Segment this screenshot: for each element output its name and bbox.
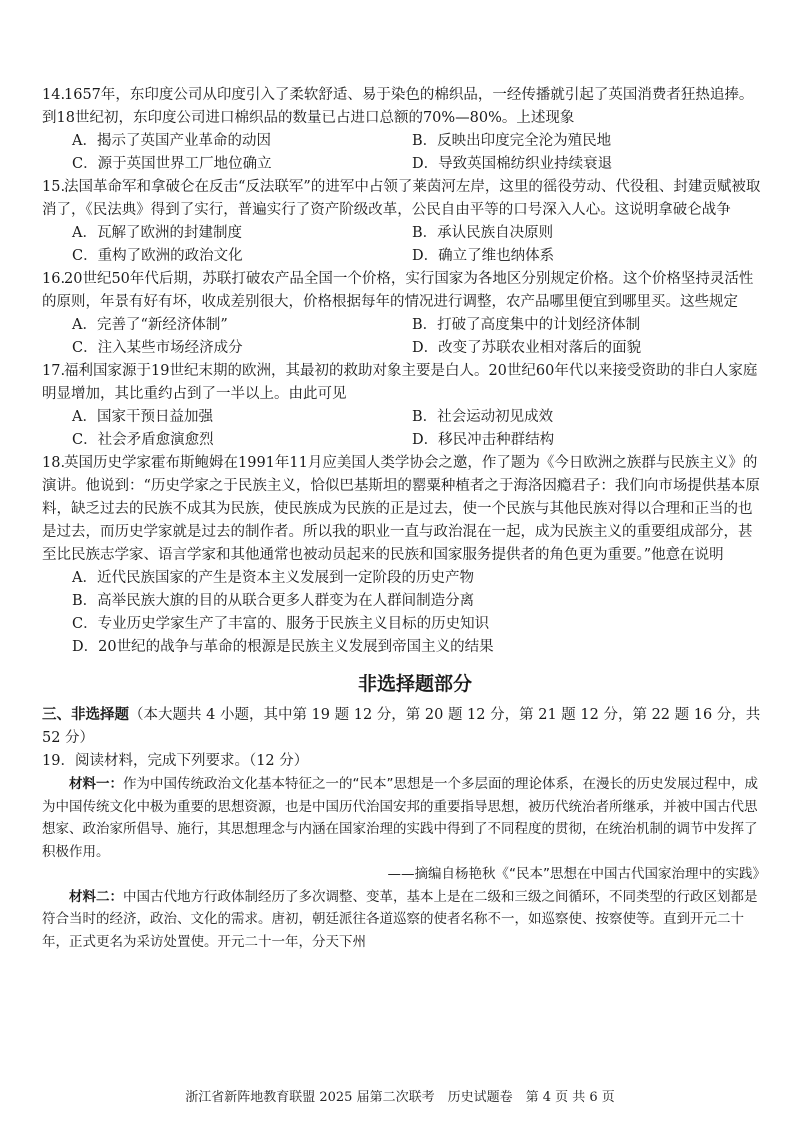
question-14 [42,84,766,176]
material-1-text: 作为中国传统政治文化基本特征之一的“民本”思想是一个多层面的理论体系，在漫长的历史发展过程中，成为中国传统文化中极为重要的思想资源，也是中国历代治国安邦的重要指导思想，被历代统治者所继承，并被中国古代思想家、政治家所倡导、施行，其思想理念与内涵在国家治理的实践中得到了不同程度的贯彻，在统治机制的调节中发挥了积极作用。 [42,776,758,860]
question-19-prompt: 19．阅读材料，完成下列要求。（12 分） [42,753,309,769]
option-d: D．确立了维也纳体系 [412,248,555,264]
option-b: B．反映出印度完全沦为殖民地 [412,133,612,149]
question-number: 15. [42,179,66,195]
question-number: 16. [42,271,66,287]
option-d: D．移民冲击种群结构 [412,432,555,448]
question-stem: 18.英国历史学家霍布斯鲍姆在1991年11月应美国人类学协会之邀，作了题为《今日欧洲之族群与民族主义》的演讲。他说到：“历史学家之于民族主义，恰似巴基斯坦的罂粟种植者之于海洛因瘾君子：我们向市场提供基本原料，缺乏过去的民族不成其为民族，使民族成为民族的正是过去，使一个民族与其他民族对得以合理和正当的也是过去，而历史学家就是过去的制作者。所以我的职业一直与政治混在一起，成为民族主义的重要组成部分，甚至比民族志学家、语言学家和其他通常也被动员起来的民族和国家服务提供者的角色更为重要。”他意在说明 [42,452,766,567]
option-b: B．打破了高度集中的计划经济体制 [412,317,641,333]
options [64,130,766,176]
section-title: 非选择题部分 [357,673,472,695]
option-d: D．改变了苏联农业相对落后的面貌 [412,340,642,356]
question-stem: 17.福利国家源于19世纪末期的欧洲，其最初的救助对象主要是白人。20世纪60年代以来接受资助的非白人家庭明显增加，其比重约占到了一半以上。由此可见 [42,360,766,406]
option-c: C．源于英国世界工厂地位确立 [72,156,272,172]
material-1-source: ——摘编自杨艳秋《“民本”思想在中国古代国家治理中的实践》 [387,866,766,882]
material-1-label: 材料一： [69,776,123,792]
option-b: B．承认民族自决原则 [412,225,554,241]
part-header [42,704,766,750]
material-1 [42,773,766,863]
option-c: C．注入某些市场经济成分 [72,340,243,356]
options [64,567,766,659]
option-d: D．20世纪的战争与革命的根源是民族主义发展到帝国主义的结果 [72,639,494,655]
part-description: （本大题共 4 小题，其中第 19 题 12 分，第 20 题 12 分，第 21 题 12 分，第 22 题 16 分，共 52 分） [42,707,761,746]
question-17 [42,360,766,452]
options [64,222,766,268]
option-b: B．高举民族大旗的目的从联合更多人群变为在人群间制造分离 [72,593,475,609]
option-c: C．社会矛盾愈演愈烈 [72,432,214,448]
material-2-label: 材料二： [69,888,123,905]
question-number: 17. [42,363,66,379]
option-c: C．重构了欧洲的政治文化 [72,248,243,264]
option-b: B．社会运动初见成效 [412,409,554,425]
question-18 [42,452,766,659]
material-2 [42,886,766,954]
question-stem: 15.法国革命军和拿破仑在反击“反法联军”的进军中占领了莱茵河左岸，这里的徭役劳动、代役租、封建贡赋被取消了，《民法典》得到了实行，普遍实行了资产阶级改革，公民自由平等的口号深入人心。这说明拿破仑战争 [42,176,766,222]
question-16 [42,268,766,360]
option-a: A．瓦解了欧洲的封建制度 [72,225,242,241]
question-stem: 14.1657年，东印度公司从印度引入了柔软舒适、易于染色的棉织品，一经传播就引起了英国消费者狂热追捧。到18世纪初，东印度公司进口棉织品的数量已占进口总额的70%—80%。上述现象 [42,84,766,130]
option-a: A．国家干预日益加强 [72,409,213,425]
question-number: 14. [42,87,66,103]
part-label: 三、非选择题 [42,707,129,723]
option-c: C．专业历史学家生产了丰富的、服务于民族主义目标的历史知识 [72,616,490,632]
option-a: A．揭示了英国产业革命的动因 [72,133,271,149]
question-number: 18. [42,455,66,471]
material-2-text: 中国古代地方行政体制经历了多次调整、变革，基本上是在二级和三级之间循环，不同类型的行政区划都是符合当时的经济，政治、文化的需求。唐初，朝廷派往各道巡察的使者名称不一，如巡察使、按察使等。直到开元二十年，正式更名为采访处置使。开元二十一年，分天下州 [42,888,758,950]
option-a: A．完善了“新经济体制” [72,317,228,333]
question-stem: 16.20世纪50年代后期，苏联打破农产品全国一个价格，实行国家为各地区分别规定价格。这个价格坚持灵活性的原则，年景有好有坏，收成差别很大，价格根据每年的情况进行调整，农产品哪里便宜到哪里买。这些规定 [42,268,766,314]
question-15 [42,176,766,268]
options [64,314,766,360]
option-d: D．导致英国棉纺织业持续衰退 [412,156,613,172]
option-a: A．近代民族国家的产生是资本主义发展到一定阶段的历史产物 [72,570,474,586]
page-footer: 浙江省新阵地教育联盟 2025 届第二次联考 历史试题卷 第 4 页 共 6 页 [185,1090,615,1105]
options [64,406,766,452]
